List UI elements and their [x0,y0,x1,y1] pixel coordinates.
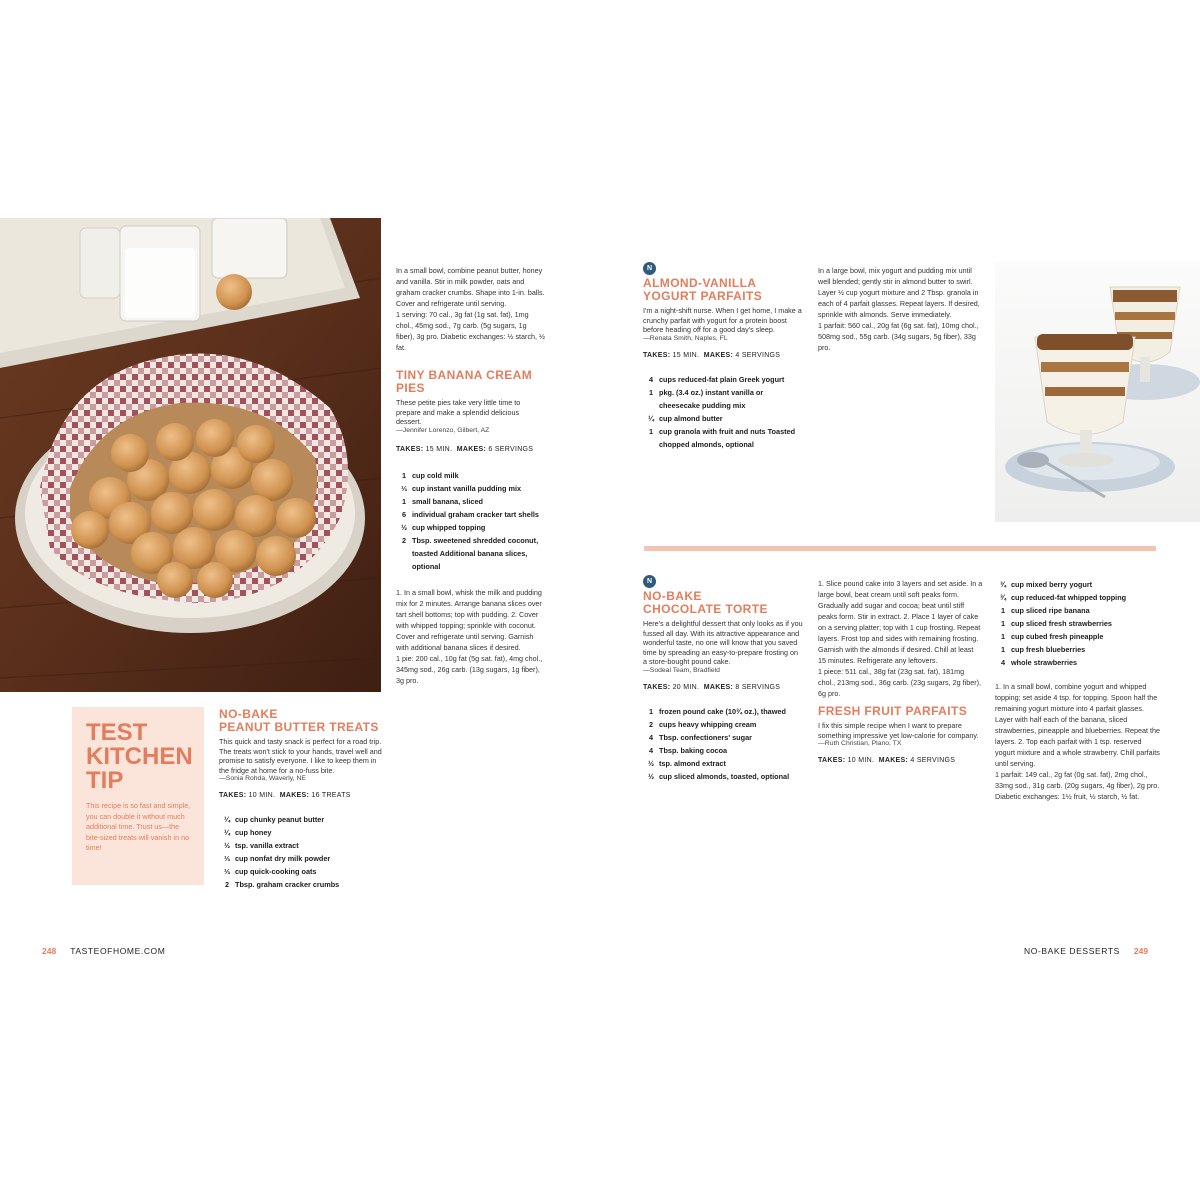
almond-directions: In a large bowl, mix yogurt and pudding mix until well blended; gently stir in almond butter to swirl. Layer ½ cup yogurt mixture and 2 Tbsp. granola in each of 4 parfait glasses. Repeat layers. If desired, sprinkle with almonds. Serve immediately. [818,266,980,319]
ingredient-row [643,757,803,770]
banana-title: TINY BANANA CREAM PIES [396,368,533,395]
ingredient-qty: 2 [401,535,407,545]
peanut-butter-treats-photo [0,218,381,692]
ingredient-qty: ½ [647,771,655,781]
column-torte-directions [818,578,983,778]
ingredient-row [643,731,803,744]
ingredient-qty: 1 [648,426,654,436]
ingredient-text: cup cubed fresh pineapple [1011,632,1104,641]
banana-intro: These petite pies take very little time to prepare and make a splendid delicious dessert. [396,398,521,427]
recipe-credit: —Renata Smith, Naples, FL [643,334,728,342]
ingredient-qty: ¼ [647,413,655,423]
ingredient-list [643,373,803,451]
ingredient-row [219,852,384,865]
recipe-credit: —Sodeal Team, Bradfield [643,666,720,674]
ingredient-qty: ⅓ [223,867,231,877]
pb-directions: In a small bowl, combine peanut butter, honey and vanilla. Stir in milk powder, oats and graham cracker crumbs. Shape into 1-in. balls. Cover and refrigerate until serving. [396,266,545,308]
makes-label: MAKES: [703,351,734,359]
title-line: YOGURT PARFAITS [643,289,763,303]
ingredient-text: tsp. vanilla extract [235,841,299,851]
left-footer [42,946,165,956]
ingredient-row [643,412,803,425]
takes-value: 20 MIN. [672,683,700,691]
ingredient-text: cups heavy whipping cream [659,719,757,729]
title-line: PEANUT BUTTER TREATS [219,720,379,734]
ingredient-text: frozen pound cake (10¾ oz.), thawed [659,706,786,716]
ingredient-text: cup whipped topping [412,522,486,532]
ingredient-qty: ½ [647,758,655,768]
makes-label: MAKES: [456,445,487,453]
recipe-intro: Here's a delightful dessert that only looks as if you fussed all day. With its attractive appearance and wonderful taste, no one will know that you saved time by spreading an easy-to-prepare frosting on a store-bought pound cake. [643,619,803,667]
ingredient-text: pkg. (3.4 oz.) instant vanilla or cheesecake pudding mix [659,387,764,410]
ingredient-text: Tbsp. baking cocoa [659,745,728,755]
tip-text: This recipe is so fast and simple, you can double it without much additional time. Trust us—the bite-sized treats will vanish in no time! [86,801,191,852]
ingredient-qty: ¾ [999,593,1007,602]
fruit-intro: I fix this simple recipe when I want to prepare something impressive yet low-calorie for company. [818,721,979,740]
fruit-nutrition: 1 parfait: 149 cal., 2g fat (0g sat. fat), 2mg chol., 33mg sod., 31g carb. (20g sugars, 4g fiber), 2g pro. Diabetic exchanges: 1½ fruit, ½ starch, ½ fat. [995,770,1160,801]
fruit-credit: —Ruth Christian, Plano, TX [818,740,902,748]
makes-label: MAKES: [703,683,734,691]
ingredient-row [643,744,803,757]
recipe-credit: —Sonia Rohda, Waverly, NE [219,775,306,783]
ingredient-qty: 4 [648,374,654,384]
banana-directions: 1. In a small bowl, whisk the milk and pudding mix for 2 minutes. Arrange banana slices over tart shell bottoms; top with pudding. 2. Cover with whipped topping; sprinkle with coconut. Cover and refrigerate until serving. Garnish with additional banana slices if desired. [396,587,542,652]
takes-value: 10 MIN. [248,792,276,800]
ingredient-text: cup sliced almonds, toasted, optional [659,771,790,781]
ingredient-list [643,705,803,783]
ingredient-row [396,534,546,573]
ingredient-row [396,495,546,508]
ingredient-text: cup almond butter [659,413,723,423]
makes-value: 4 SERVINGS [735,351,781,359]
ingredient-qty: 1 [401,470,407,480]
ingredient-text: cup sliced ripe banana [1011,606,1090,615]
recipe-intro: This quick and tasty snack is perfect for a road trip. The treats won't stick to your hands, travel well and promise to satisfy everyone. I like to keep them in the fridge at home for a no-fuss bite. [219,737,382,775]
ingredient-qty: ¼ [223,815,231,825]
makes-value: 8 SERVINGS [735,683,781,691]
takes-makes [643,352,803,359]
takes-value: 10 MIN. [847,757,875,765]
recipe-title [643,277,803,303]
peanut-butter-treats-recipe [219,708,384,891]
ingredient-text: tsp. almond extract [659,758,726,768]
ingredient-row [643,705,803,718]
title-line: NO-BAKE [219,707,278,721]
ingredient-list [396,469,546,573]
ingredient-text: cup granola with fruit and nuts Toasted chopped almonds, optional [659,426,796,449]
takes-label: TAKES: [818,757,846,765]
ingredient-row [995,591,1160,604]
ingredient-text: cups reduced-fat plain Greek yogurt [659,374,785,384]
takes-label: TAKES: [643,683,671,691]
treats-photo-illustration [0,218,381,692]
section-name: NO-BAKE DESSERTS [1024,946,1120,956]
ingredient-row [219,865,384,878]
ingredient-row [995,604,1160,617]
ingredient-row [995,656,1160,669]
ingredient-qty: 4 [1000,658,1006,667]
almond-parfaits-recipe [643,262,803,451]
ingredient-text: cup fresh blueberries [1011,645,1086,654]
takes-label: TAKES: [643,351,671,359]
ingredient-text: Tbsp. confectioners' sugar [659,732,752,742]
ingredient-qty: 1 [1000,619,1006,628]
ingredient-qty: 2 [648,719,654,729]
takes-makes [643,684,803,691]
recipe-title [219,708,384,734]
ingredient-qty: 4 [648,732,654,742]
takes-label: TAKES: [219,792,247,800]
ingredient-qty: 2 [224,880,230,890]
parfait-photo [995,262,1200,522]
ingredient-row [643,718,803,731]
right-footer [1024,946,1148,956]
title-line: CHOCOLATE TORTE [643,602,768,616]
torte-nutrition: 1 piece: 511 cal., 38g fat (23g sat. fat), 181mg chol., 213mg sod., 36g carb. (23g sugars, 2g fiber), 6g pro. [818,667,982,698]
makes-value: 4 SERVINGS [910,757,956,765]
ingredient-row [995,617,1160,630]
almond-nutrition: 1 parfait: 560 cal., 20g fat (6g sat. fat), 10mg chol., 508mg sod., 55g carb. (34g sugars, 5g fiber), 33g pro. [818,321,979,352]
tip-title-line: TIP [86,767,124,794]
ingredient-text: cup honey [235,828,272,838]
pb-nutrition: 1 serving: 70 cal., 3g fat (1g sat. fat), 1mg chol., 45mg sod., 7g carb. (5g sugars, 1g fiber), 3g pro. Diabetic exchanges: ½ starch, ½ fat. [396,310,546,352]
fruit-title: FRESH FRUIT PARFAITS [818,704,968,718]
takes-value: 15 MIN. [672,351,700,359]
ingredient-row [995,578,1160,591]
ingredient-text: cup nonfat dry milk powder [235,854,331,864]
ingredient-qty: ¼ [223,828,231,838]
recipe-badge-icon: N [643,575,656,588]
ingredient-row [643,386,803,412]
ingredient-row [643,373,803,386]
banana-nutrition: 1 pie: 200 cal., 10g fat (5g sat. fat), 4mg chol., 345mg sod., 26g carb. (13g sugars, 1g fiber), 3g pro. [396,653,543,685]
ingredient-text: cup quick-cooking oats [235,867,317,877]
section-divider [644,546,1156,551]
parfait-photo-illustration [995,262,1200,522]
banana-credit: —Jennifer Lorenzo, Gilbert, AZ [396,426,490,434]
ingredient-text: cup reduced-fat whipped topping [1011,593,1127,602]
ingredient-row [219,839,384,852]
torte-directions: 1. Slice pound cake into 3 layers and set aside. In a large bowl, beat cream until soft peaks form. Gradually add sugar and cocoa; beat until stiff peaks form. Stir in extract. 2. Place 1 layer of cake on a serving platter; top with 1 cup frosting. Repeat layers. Frost top and sides with remaining frosting. Garnish with the almonds if desired. Chill at least 15 minutes. Refrigerate any leftovers. [818,579,983,665]
ingredient-text: whole strawberries [1011,658,1078,667]
title-line: ALMOND-VANILLA [643,276,757,290]
takes-makes [396,446,546,453]
title-line: NO-BAKE [643,589,702,603]
ingredient-text: cup chunky peanut butter [235,815,325,825]
column-fruit-parfaits [995,578,1160,802]
recipe-title [643,590,803,616]
ingredient-qty: 1 [1000,645,1006,654]
ingredient-text: small banana, sliced [412,496,483,506]
ingredient-qty: 6 [401,509,407,519]
ingredient-qty: 1 [648,387,654,397]
almond-parfaits-directions [818,265,983,353]
makes-value: 16 TREATS [311,792,351,800]
ingredient-text: cup sliced fresh strawberries [1011,619,1112,628]
takes-label: TAKES: [396,445,424,453]
ingredient-list [219,813,384,891]
ingredient-qty: 1 [1000,606,1006,615]
takes-makes [219,792,384,799]
page-number: 249 [1133,946,1149,956]
ingredient-text: Tbsp. graham cracker crumbs [235,880,340,890]
ingredient-qty: ⅓ [400,483,408,493]
ingredient-row [396,508,546,521]
ingredient-row [219,878,384,891]
ingredient-row [219,813,384,826]
ingredient-text: individual graham cracker tart shells [412,509,539,519]
ingredient-row [995,630,1160,643]
ingredient-text: Tbsp. sweetened shredded coconut, toasted Additional banana slices, optional [412,535,539,571]
recipe-intro: I'm a night-shift nurse. When I get home, I make a crunchy parfait with yogurt for a protein boost before heading off for a good day's sleep. [643,306,802,335]
ingredient-row [219,826,384,839]
ingredient-row [396,482,546,495]
ingredient-qty: 1 [648,706,654,716]
ingredient-text: cup cold milk [412,470,459,480]
ingredient-qty: ⅓ [223,854,231,864]
ingredient-row [643,425,803,451]
ingredient-qty: 4 [648,745,654,755]
ingredient-qty: ¾ [999,580,1007,589]
ingredient-qty: 1 [401,496,407,506]
ingredient-qty: ½ [400,522,408,532]
takes-value: 15 MIN. [425,445,453,453]
ingredient-text: cup mixed berry yogurt [1011,580,1093,589]
test-kitchen-tip-box [72,707,204,885]
tip-title-line: KITCHEN [86,743,193,770]
makes-label: MAKES: [878,757,909,765]
site-name: TASTEOFHOME.COM [70,946,166,956]
column-2 [396,265,546,686]
recipe-badge-icon: N [643,262,656,275]
ingredient-list [995,578,1160,669]
makes-value: 6 SERVINGS [488,445,534,453]
ingredient-row [643,770,803,783]
tip-title-line: TEST [86,719,148,746]
ingredient-qty: 1 [1000,632,1006,641]
takes-makes [818,757,983,764]
ingredient-qty: ½ [223,841,231,851]
tip-title [86,721,194,793]
chocolate-torte-recipe [643,575,803,783]
ingredient-row [396,521,546,534]
fruit-directions: 1. In a small bowl, combine yogurt and whipped topping; set aside 4 tsp. for topping. Spoon half the remaining yogurt mixture into 4 parfait glasses. Layer with half each of the banana, sliced strawberries, pineapple and blueberries. Repeat the layers. 2. Top each parfait with 1 tsp. reserved yogurt mixture and a whole strawberry. Chill parfaits until serving. [995,682,1161,768]
page-number: 248 [42,946,57,956]
makes-label: MAKES: [279,792,310,800]
ingredient-row [995,643,1160,656]
ingredient-row [396,469,546,482]
ingredient-text: cup instant vanilla pudding mix [412,483,522,493]
